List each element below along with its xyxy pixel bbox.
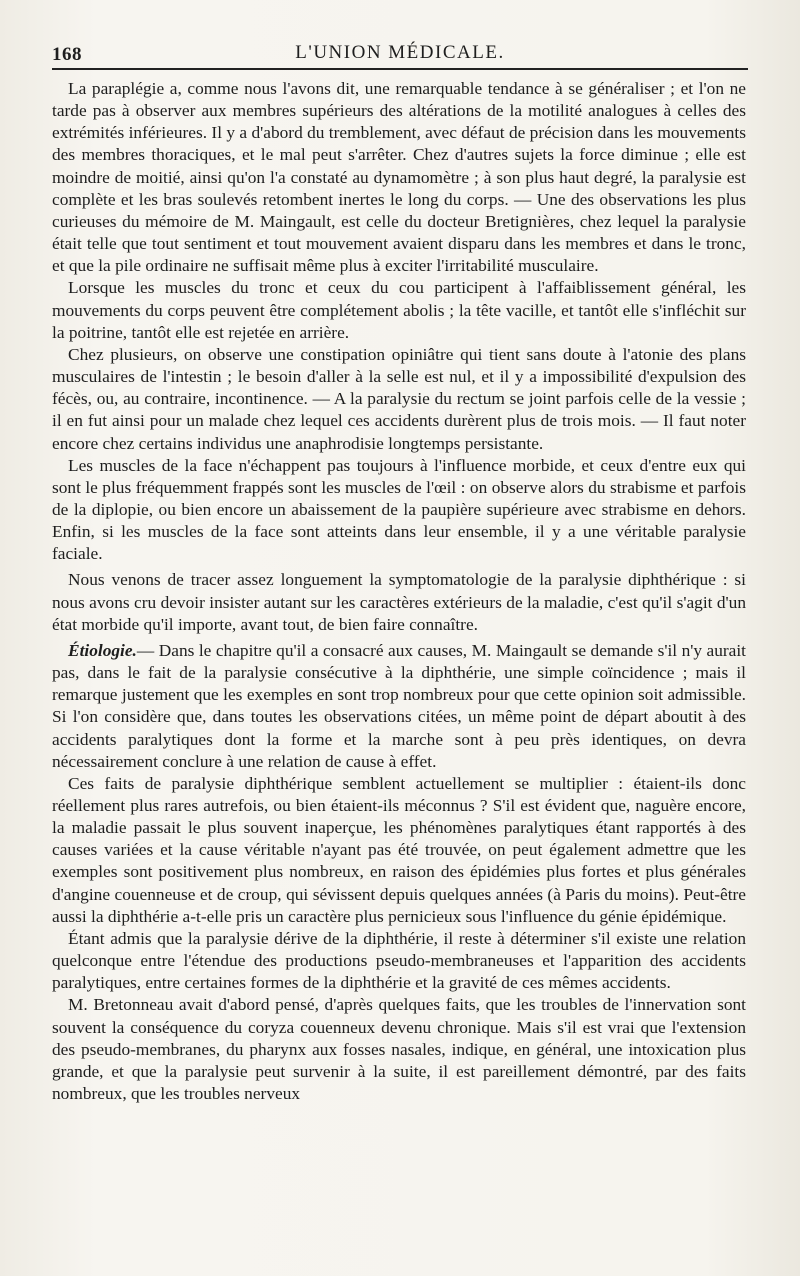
paragraph-constipation: Chez plusieurs, on observe une constipation opiniâtre qui tient sans doute à l'atonie des plans musculaires de l'intestin ; le besoin d'aller à la selle est nul, et il y a impossibilité d'expulsion des fécès, ou, au contraire, incontinence. — A la paralysie du rectum se joint parfois celle de la vessie ; il en fut ainsi pour un malade chez lequel ces accidents durèrent plus de trois mois. — Il faut noter encore chez certains individus une anaphrodisie longtemps persistante.: [52, 344, 746, 453]
page-header: [52, 26, 748, 66]
paragraph-muscles-tronc: Lorsque les muscles du tronc et ceux du cou participent à l'affaiblissement général, les mouvements du corps peuvent être complétement abolis ; la tête vacille, et tantôt elle s'infléchit sur la poitrine, tantôt elle est rejetée en arrière.: [52, 278, 746, 342]
paragraph-bretonneau: M. Bretonneau avait d'abord pensé, d'après quelques faits, que les troubles de l'innervation sont souvent la conséquence du coryza couenneux devenu chronique. Mais s'il est vrai que l'extension des pseudo-membranes, du pharynx aux fosses nasales, indique, en général, une intoxication plus grande, et que la paralysie peut survenir à la suite, il est pareillement démontré, par des faits nombreux, que les troubles nerveux: [52, 995, 746, 1104]
body-text: [52, 78, 746, 1105]
page-number: 168: [52, 44, 82, 65]
running-title: L'UNION MÉDICALE.: [295, 42, 505, 63]
header-rule: [52, 68, 748, 70]
paragraph-symptomatologie: Nous venons de tracer assez longuement la symptomatologie de la paralysie diphthérique : si nous avons cru devoir insister autant sur les caractères extérieurs de la maladie, c'est qu'il s'agit d'un état morbide qu'il importe, avant tout, de bien faire connaître.: [52, 570, 746, 634]
etiology-text: — Dans le chapitre qu'il a consacré aux causes, M. Maingault se demande s'il n'y aurait pas, dans le fait de la paralysie consécutive à la diphthérie, une simple coïncidence ; mais il remarque justement que les exemples en sont trop nombreux pour que cette opinion soit admissible. Si l'on considère que, dans toutes les observations citées, un même point de départ aboutit à des accidents paralytiques dont la forme et la marche sont à peu près identiques, on devra nécessairement conclure à une relation de cause à effet.: [52, 640, 746, 771]
paragraph-paraplegie: La paraplégie a, comme nous l'avons dit, une remarquable tendance à se généraliser ; et l'on ne tarde pas à observer aux membres supérieurs des altérations de la motilité analogues à celles des extrémités inférieures. Il y a d'abord du tremblement, avec défaut de précision dans les mouvements des membres thoraciques, et le mal peut s'arrêter. Chez d'autres sujets la force diminue ; elle est moindre de moitié, ainsi qu'on l'a constaté au dynamomètre ; à son plus haut degré, la paralysie est complète et les bras soulevés retombent inertes le long du corps. — Une des observations les plus curieuses du mémoire de M. Maingault, est celle du docteur Bretignières, chez lequel la paralysie était telle que tout sentiment et tout mouvement avaient disparu dans les membres et dans le tronc, et que la pile ordinaire ne suffisait même plus à exciter l'irritabilité musculaire.: [52, 79, 746, 276]
paragraph-relation: Étant admis que la paralysie dérive de la diphthérie, il reste à déterminer s'il existe une relation quelconque entre l'étendue des productions pseudo-membraneuses et l'apparition des accidents paralytiques, entre certaines formes de la diphthérie et la gravité de ces mêmes accidents.: [52, 928, 746, 993]
paragraph-multiplication: Ces faits de paralysie diphthérique semblent actuellement se multiplier : étaient-ils donc réellement plus rares autrefois, ou bien étaient-ils méconnus ? S'il est évident que, naguère encore, la maladie passait le plus souvent inaperçue, les phénomènes paralytiques étant rapportés à des causes variées et la cause véritable n'ayant pas été trouvée, on peut également admettre que les exemples sont positivement plus nombreux, en raison des épidémies plus fortes et plus générales d'angine couenneuse et de croup, qui sévissent depuis quelques années (à Paris du moins). Peut-être aussi la diphthérie a-t-elle pris un caractère plus pernicieux sous l'influence du génie épidémique.: [52, 773, 746, 926]
paragraph-muscles-face: Les muscles de la face n'échappent pas toujours à l'influence morbide, et ceux d'entre eux qui sont le plus fréquemment frappés sont les muscles de l'œil : on observe alors du strabisme et parfois de la diplopie, ou bien encore un abaissement de la paupière supérieure avec strabisme en dehors. Enfin, si les muscles de la face sont atteints dans leur ensemble, il y a une véritable paralysie faciale.: [52, 455, 746, 564]
etiology-heading: Étiologie.: [68, 640, 137, 660]
paragraph-etiologie: [52, 640, 746, 773]
